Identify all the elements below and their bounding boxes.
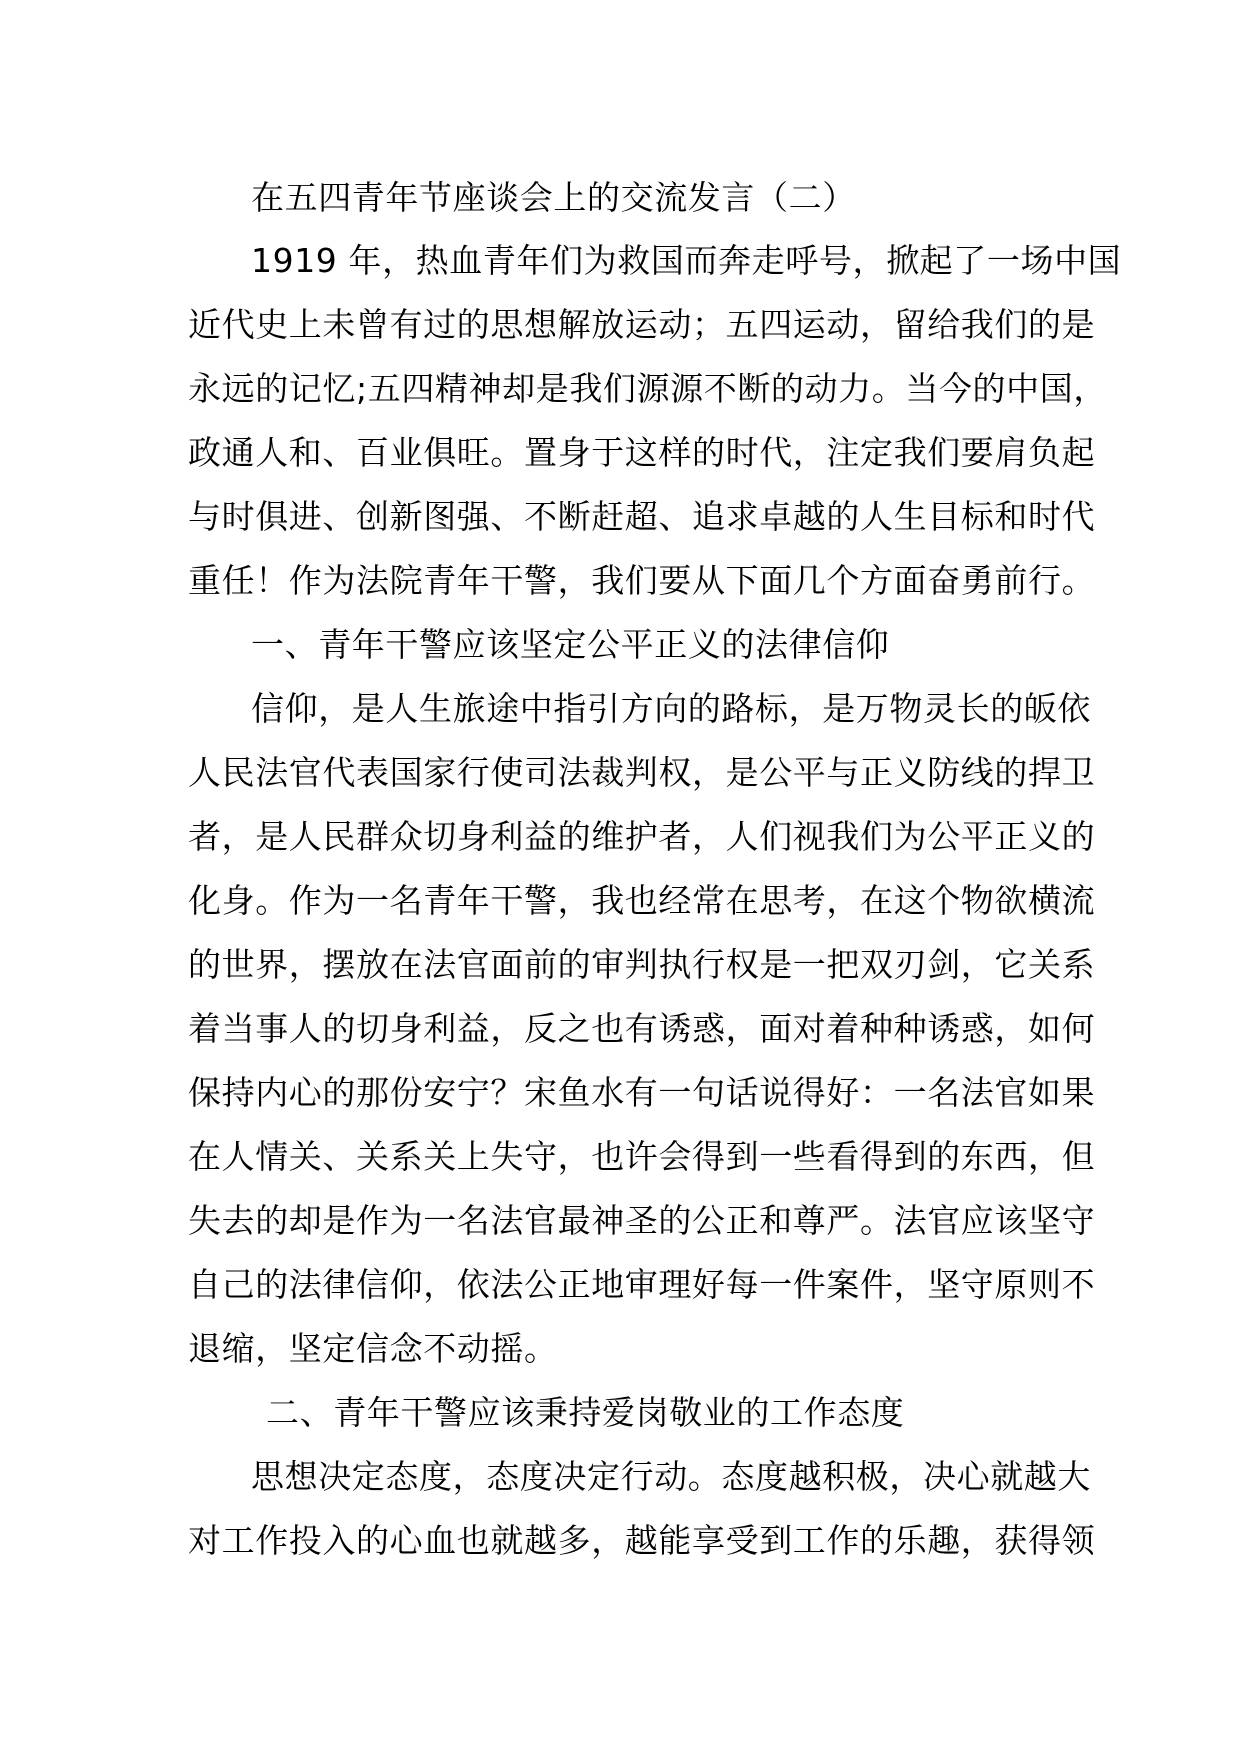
paragraph-line: 1919 年，热血青年们为救国而奔走呼号，掀起了一场中国 (251, 241, 1122, 280)
paragraph-line: 对工作投入的心血也就越多，越能享受到工作的乐趣，获得领 (188, 1521, 1096, 1560)
paragraph-line: 近代史上未曾有过的思想解放运动；五四运动，留给我们的是 (188, 305, 1096, 344)
paragraph-line: 的世界，摆放在法官面前的审判执行权是一把双刃剑，它关系 (188, 945, 1096, 984)
paragraph-line: 政通人和、百业俱旺。置身于这样的时代，注定我们要肩负起 (188, 433, 1096, 472)
paragraph-line: 思想决定态度，态度决定行动。态度越积极，决心就越大 (251, 1457, 1091, 1496)
paragraph-line: 退缩，坚定信念不动摇。 (188, 1329, 558, 1368)
paragraph-line: 者，是人民群众切身利益的维护者，人们视我们为公平正义的 (188, 817, 1096, 856)
paragraph-line: 失去的却是作为一名法官最神圣的公正和尊严。法官应该坚守 (188, 1201, 1096, 1240)
section-heading: 二、青年干警应该秉持爱岗敬业的工作态度 (266, 1393, 905, 1432)
paragraph-line: 在人情关、关系关上失守，也许会得到一些看得到的东西，但 (188, 1137, 1096, 1176)
paragraph-line: 信仰，是人生旅途中指引方向的路标，是万物灵长的皈依 (251, 689, 1091, 728)
paragraph-line: 与时俱进、创新图强、不断赶超、追求卓越的人生目标和时代 (188, 497, 1096, 536)
document-title: 在五四青年节座谈会上的交流发言（二） (251, 178, 856, 217)
section-heading: 一、青年干警应该坚定公平正义的法律信仰 (251, 625, 890, 664)
paragraph-line: 人民法官代表国家行使司法裁判权，是公平与正义防线的捍卫 (188, 753, 1096, 792)
paragraph-line: 着当事人的切身利益，反之也有诱惑，面对着种种诱惑，如何 (188, 1009, 1096, 1048)
paragraph-line: 永远的记忆;五四精神却是我们源源不断的动力。当今的中国， (188, 369, 1107, 408)
paragraph-line: 化身。作为一名青年干警，我也经常在思考，在这个物欲横流 (188, 881, 1096, 920)
paragraph-line: 重任！作为法院青年干警，我们要从下面几个方面奋勇前行。 (188, 561, 1096, 600)
paragraph-line: 保持内心的那份安宁？宋鱼水有一句话说得好：一名法官如果 (188, 1073, 1096, 1112)
paragraph-line: 自己的法律信仰，依法公正地审理好每一件案件，坚守原则不 (188, 1265, 1096, 1304)
